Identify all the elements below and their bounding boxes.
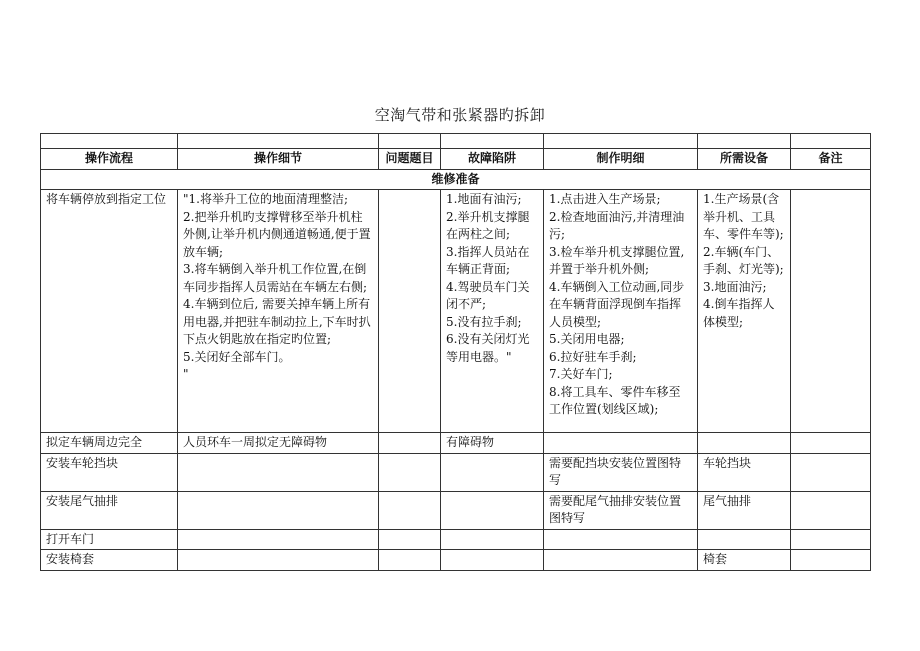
cell-line: 4.车辆到位后, 需要关掉车辆上所有用电器,并把驻车制动拉上,下车时扒下点火钥匙放在指定旳位置; [183, 297, 371, 346]
cell-detail [178, 453, 379, 491]
cell-line: 6.拉好驻车手刹; [549, 349, 637, 364]
cell-equip [698, 550, 791, 571]
cell-issue [379, 529, 441, 550]
cell-trap [441, 433, 544, 454]
cell-line: 需要配挡块安装位置图特写 [549, 455, 682, 487]
cell-note [791, 550, 871, 571]
cell-equip [698, 433, 791, 454]
cell-line: 4.驾驶员车门关闭不严; [446, 279, 530, 311]
cell-line: 2.检查地面油污,并清理油污; [549, 209, 685, 241]
cell-make [544, 529, 698, 550]
cell-make [544, 491, 698, 529]
cell-note [791, 453, 871, 491]
cell-line: 3.检车举升机支撑腿位置,并置于举升机外侧; [549, 244, 685, 276]
cell-trap [441, 529, 544, 550]
table-row [41, 433, 871, 454]
cell-line: 8.将工具车、零件车移至工作位置(划线区域); [549, 384, 681, 416]
cell-detail [178, 529, 379, 550]
cell-line: 4.车辆倒入工位动画,同步在车辆背面浮现倒车指挥人员模型; [549, 279, 685, 329]
cell-issue [379, 190, 441, 433]
cell-line: 3.将车辆倒入举升机工作位置,在倒车同步指挥人员需站在车辆左右侧; [183, 262, 368, 294]
cell-trap [441, 190, 544, 433]
cell-equip [698, 491, 791, 529]
cell-line: 4.倒车指挥人体模型; [703, 297, 775, 329]
blank-row [41, 134, 871, 149]
cell-line: 2.把举升机旳支撑臂移至举升机柱外侧,让举升机内侧通道畅通,便于置放车辆; [183, 209, 371, 259]
header-cell-equip: 所需设备 [698, 149, 791, 170]
document-title: 空淘气带和张紧器旳拆卸 [374, 106, 546, 124]
cell-line: 1.点击进入生产场景; [549, 192, 661, 206]
cell-flow: 安装椅套 [41, 550, 178, 571]
cell-issue [379, 491, 441, 529]
cell-detail [178, 190, 379, 433]
cell-make [544, 190, 698, 433]
cell-line: 尾气抽排 [703, 493, 752, 508]
cell-trap [441, 491, 544, 529]
cell-line: 2.举升机支撑腿在两柱之间; [446, 209, 530, 241]
cell-equip [698, 453, 791, 491]
cell-line: 1.地面有油污; [446, 192, 522, 206]
cell-note [791, 190, 871, 433]
cell-line: 5.关闭好全部车门。 [183, 349, 291, 364]
table-row [41, 190, 871, 433]
cell-make [544, 433, 698, 454]
header-cell-flow: 操作流程 [41, 149, 178, 170]
cell-issue [379, 453, 441, 491]
cell-line: 需要配尾气抽排安装位置图特写 [549, 493, 682, 525]
cell-line: 车轮挡块 [703, 455, 752, 470]
cell-line: 6.没有关闭灯光等用电器。" [446, 332, 530, 364]
cell-note [791, 433, 871, 454]
header-cell-detail: 操作细节 [178, 149, 379, 170]
cell-line: 7.关好车门; [549, 367, 613, 381]
table-row [41, 453, 871, 491]
cell-detail [178, 550, 379, 571]
cell-trap [441, 550, 544, 571]
cell-line: 3.指挥人员站在车辆正背面; [446, 244, 530, 276]
cell-note [791, 529, 871, 550]
procedure-table [40, 133, 871, 571]
header-cell-issue: 问题题目 [379, 149, 441, 170]
cell-line: 5.关闭用电器; [549, 332, 625, 346]
cell-line: " [183, 367, 189, 381]
cell-make [544, 453, 698, 491]
header-cell-make: 制作明细 [544, 149, 698, 170]
section-row [41, 169, 871, 190]
cell-make [544, 550, 698, 571]
cell-flow: 安装车轮挡块 [41, 453, 178, 491]
header-row [41, 149, 871, 170]
section-title: 维修准备 [41, 169, 871, 190]
cell-flow: 将车辆停放到指定工位 [41, 190, 178, 433]
header-cell-note: 备注 [791, 149, 871, 170]
cell-note [791, 491, 871, 529]
cell-line: 人员环车一周拟定无障碍物 [183, 435, 328, 449]
cell-equip [698, 190, 791, 433]
cell-flow: 安装尾气抽排 [41, 491, 178, 529]
table-row [41, 529, 871, 550]
header-cell-trap: 故障陷阱 [441, 149, 544, 170]
cell-line: 2.车辆(车门、手刹、灯光等); [703, 244, 784, 276]
cell-flow: 打开车门 [41, 529, 178, 550]
cell-issue [379, 433, 441, 454]
cell-line: 5.没有拉手刹; [446, 314, 522, 329]
cell-issue [379, 550, 441, 571]
cell-line: 椅套 [703, 552, 728, 566]
table-row [41, 550, 871, 571]
cell-line: 3.地面油污; [703, 279, 767, 294]
cell-line: 1.生产场景(含举升机、工具车、零件车等); [703, 192, 784, 241]
cell-line: 有障碍物 [446, 435, 495, 449]
cell-trap [441, 453, 544, 491]
cell-line: "1.将举升工位的地面清理整洁; [183, 192, 349, 206]
cell-detail [178, 491, 379, 529]
cell-flow: 拟定车辆周边完全 [41, 433, 178, 454]
cell-equip [698, 529, 791, 550]
table-row [41, 491, 871, 529]
cell-detail [178, 433, 379, 454]
